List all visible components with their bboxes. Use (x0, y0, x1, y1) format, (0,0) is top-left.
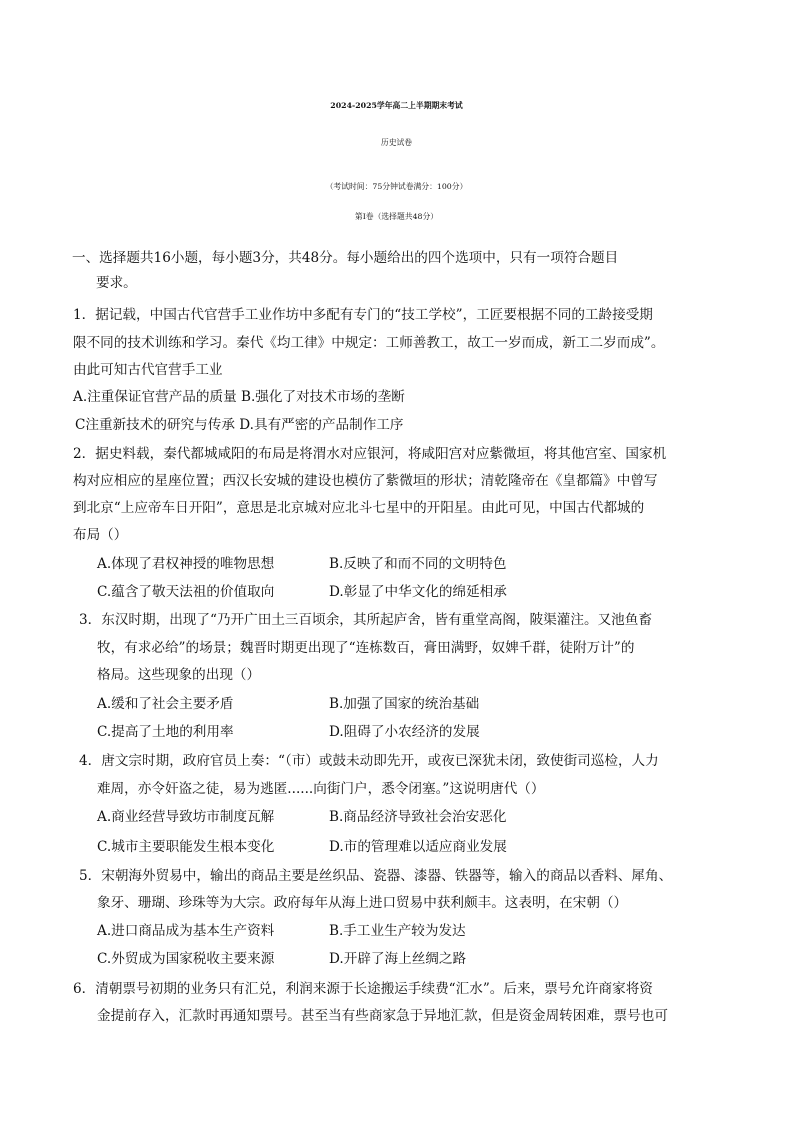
q5-stem-line-2: 象牙、珊瑚、珍珠等为大宗。政府每年从海上进口贸易中获利颇丰。这表明，在宋朝（） (97, 895, 628, 911)
q4-stem-line-1: 4．唐文宗时期，政府官员上奏：“（市）或鼓未动即先开，或夜已深犹未闭，致使街司巡检，人力 (79, 753, 659, 769)
q4-option-a: A.商业经营导致坊市制度瓦解 (97, 809, 275, 825)
q3-stem-line-3: 格局。这些现象的出现（） (97, 667, 261, 683)
q2-option-a: A.体现了君权神授的唯物思想 (97, 556, 275, 572)
q1-stem-line-3: 由此可知古代官营手工业 (73, 362, 223, 378)
q4-option-d: D.市的管理难以适应商业发展 (329, 839, 507, 855)
q3-stem-line-1: 3．东汉时期，出现了“乃开广田土三百顷余，其所起庐舍，皆有重堂高阁，陂渠灌注。又池鱼畜 (79, 612, 652, 628)
q3-option-c: C.提高了土地的利用率 (97, 724, 234, 740)
q5-option-a: A.进口商品成为基本生产资料 (97, 923, 275, 939)
q3-stem-line-2: 牧，有求必给”的场景；魏晋时期更出现了“连栋数百，膏田满野，奴婢千群，徒附万计”的 (97, 640, 635, 656)
q2-stem-line-4: 布局（） (73, 527, 128, 543)
q1-stem-line-2: 限不同的技术训练和学习。秦代《均工律》中规定：工师善教工，故工一岁而成，新工二岁而成”。 (73, 335, 665, 351)
q2-stem-line-1: 2．据史料载，秦代都城咸阳的布局是将渭水对应银河，将咸阳宫对应紫微垣，将其他宫室、国家机 (73, 446, 667, 462)
q5-option-b: B.手工业生产较为发达 (329, 923, 466, 939)
part-title: 第I卷（选择题共48分） (354, 212, 439, 221)
q5-stem-line-1: 5．宋朝海外贸易中，输出的商品主要是丝织品、瓷器、漆器、铁器等，输入的商品以香料、犀角、 (79, 868, 673, 884)
q5-option-c: C.外贸成为国家税收主要来源 (97, 951, 275, 967)
exam-info: （考试时间：75分钟试卷满分：100分） (325, 182, 468, 191)
q3-option-a: A.缓和了社会主要矛盾 (97, 696, 234, 712)
q4-option-c: C.城市主要职能发生根本变化 (97, 839, 275, 855)
q1-options-row-2: C注重新技术的研究与传承 D.具有严密的产品制作工序 (75, 417, 404, 433)
q5-option-d: D.开辟了海上丝绸之路 (329, 951, 467, 967)
q4-stem-line-2: 难周，亦令奸盗之徒，易为逃匿......向街门户，悉令闭塞。”这说明唐代（） (97, 781, 545, 797)
q2-option-c: C.蕴含了敬天法祖的价值取向 (97, 584, 275, 600)
q1-options-row-1: A.注重保证官营产品的质量 B.强化了对技术市场的垄断 (73, 389, 405, 405)
q2-option-d: D.彰显了中华文化的绵延相承 (329, 584, 507, 600)
section-intro-line-2: 要求。 (96, 275, 137, 291)
q3-option-d: D.阻碍了小农经济的发展 (329, 724, 480, 740)
exam-title: 2024-2025学年高二上半期期末考试 (330, 101, 463, 110)
q6-stem-line-2: 金提前存入，汇款时再通知票号。甚至当有些商家急于异地汇款，但是资金周转困难，票号也可 (97, 1008, 668, 1024)
q1-stem-line-1: 1．据记载，中国古代官营手工业作坊中多配有专门的“技工学校”，工匠要根据不同的工龄接受期 (73, 307, 653, 323)
q2-stem-line-3: 到北京“上应帝车日开阳”，意思是北京城对应北斗七星中的开阳星。由此可见，中国古代都城的 (73, 500, 645, 516)
q4-option-b: B.商品经济导致社会治安恶化 (329, 809, 507, 825)
q2-option-b: B.反映了和而不同的文明特色 (329, 556, 507, 572)
section-intro-line-1: 一、选择题共16小题，每小题3分，共48分。每小题给出的四个选项中，只有一项符合题目 (72, 250, 619, 266)
q6-stem-line-1: 6．清朝票号初期的业务只有汇兑，利润来源于长途搬运手续费“汇水”。后来，票号允许商家将资 (73, 981, 653, 997)
q2-stem-line-2: 构对应相应的星座位置；西汉长安城的建设也模仿了紫微垣的形状；清乾隆帝在《皇都篇》中曾写 (73, 473, 658, 489)
subject-title: 历史试卷 (380, 138, 413, 147)
q3-option-b: B.加强了国家的统治基础 (329, 696, 480, 712)
